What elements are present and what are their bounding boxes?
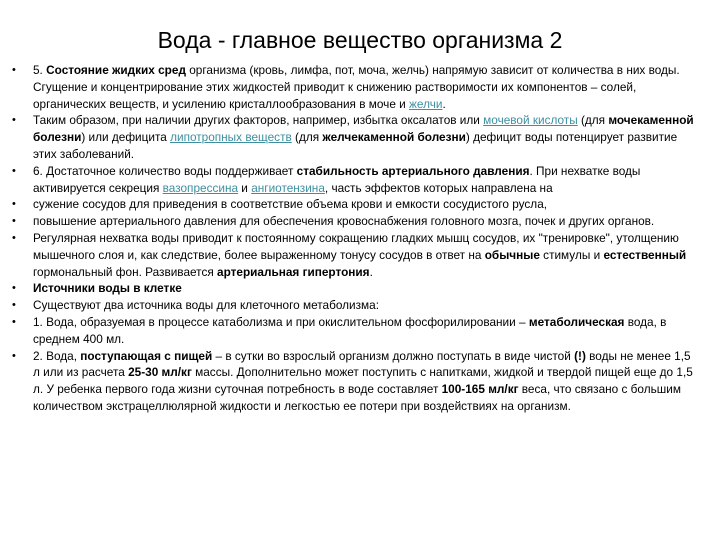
text-run: ) дефицит воды потенцирует развитие этих заболеваний. <box>33 130 678 161</box>
term-link[interactable]: мочевой кислоты <box>483 113 578 128</box>
text-run: и <box>238 180 252 195</box>
bold-term: Состояние жидких сред <box>46 63 186 77</box>
bullet-icon: • <box>12 64 16 76</box>
list-item-text <box>33 297 697 314</box>
list-item <box>0 112 720 162</box>
bold-term: Источники воды в клетке <box>33 281 182 296</box>
text-run: – в сутки во взрослый организм должно поступать в виде чистой <box>212 348 575 363</box>
list-item-text <box>33 230 697 280</box>
text-run: 6. Достаточное количество воды поддерживает <box>33 163 297 178</box>
bullet-icon: • <box>12 198 16 211</box>
list-item-text <box>33 348 697 415</box>
bold-term: артериальная гипертония <box>217 264 370 279</box>
list-item-text <box>33 314 697 348</box>
bold-term: метаболическая <box>528 314 625 329</box>
text-run: , часть эффектов которых направлена на <box>324 180 553 195</box>
text-run: воды не менее 1,5 л или из расчета <box>33 348 691 380</box>
text-run: вода, в среднем 400 мл. <box>33 314 667 346</box>
bullet-icon: • <box>12 349 16 362</box>
bold-term: 100-165 мл/кг <box>441 382 519 397</box>
list-item <box>0 280 720 297</box>
text-run: сужение сосудов для приведения в соответствие объема крови и емкости сосудистого русла, <box>33 197 548 212</box>
term-link[interactable]: ангиотензина <box>251 180 325 195</box>
bold-term: естественный <box>603 247 687 262</box>
bold-term: обычные <box>484 247 540 262</box>
text-run: (для <box>291 130 323 145</box>
text-run: . <box>369 264 373 279</box>
term-link[interactable]: липотропных веществ <box>170 130 292 145</box>
term-link[interactable]: вазопрессина <box>162 180 239 195</box>
text-run: ) или дефицита <box>81 130 171 145</box>
text-run: (для <box>577 113 609 128</box>
text-run: Таким образом, при наличии других факторов, например, избытка оксалатов или <box>33 113 484 128</box>
bold-term: желчекаменной болезни <box>322 130 466 145</box>
page-title: Вода - главное вещество организма 2 <box>157 27 563 53</box>
bold-term: поступающая с пищей <box>80 348 213 363</box>
bullet-icon: • <box>12 114 16 127</box>
bullet-icon: • <box>12 164 16 177</box>
bullet-icon: • <box>12 215 16 228</box>
text-run: 1. Вода, образуемая в процессе катаболизма и при окислительном фосфорилировании – <box>33 314 529 329</box>
bullet-list <box>0 62 720 415</box>
text-run: 5. <box>33 63 47 77</box>
bold-term: стабильность артериального давления <box>296 163 530 178</box>
bullet-icon: • <box>12 282 16 295</box>
text-run: гормональный фон. Развивается <box>33 264 218 279</box>
list-item-text <box>33 163 697 197</box>
list-item <box>0 163 720 197</box>
list-item-text <box>33 213 697 230</box>
text-run: массы. Дополнительно может поступить с напитками, жидкой и твердой пищей еще до 1,5 л. У ребенка первого года жизни суточная потребность в воде составляет <box>33 365 693 397</box>
term-link[interactable]: желчи <box>409 96 443 111</box>
bold-term: мочекаменной болезни <box>33 113 694 145</box>
list-item-text <box>33 62 697 112</box>
list-item <box>0 348 720 415</box>
text-run: . <box>442 96 446 111</box>
list-item-text <box>33 280 697 297</box>
text-run: веса, что связано с большим количеством экстрацеллюлярной жидкости и легкостью ее потери при воздействиях на организм. <box>33 382 681 413</box>
text-run: Регулярная нехватка воды приводит к постоянному сокращению гладких мышц сосудов, их "тренировке", утолщению мышечного слоя и, как следствие, более выраженному тонусу сосудов в ответ на <box>33 230 679 262</box>
list-item <box>0 196 720 213</box>
list-item <box>0 314 720 348</box>
bold-term: 25-30 мл/кг <box>128 365 192 380</box>
list-item <box>0 62 720 112</box>
list-item-text <box>33 112 697 162</box>
text-run: . При нехватке воды активируется секреция <box>33 163 641 195</box>
list-item <box>0 297 720 314</box>
text-run: Существуют два источника воды для клеточного метаболизма: <box>33 298 379 313</box>
text-run: повышение артериального давления для обеспечения кровоснабжения головного мозга, почек и других органов. <box>33 214 655 229</box>
list-item <box>0 230 720 280</box>
text-run: организма (кровь, лимфа, пот, моча, желчь) напрямую зависит от количества в них воды. Сгущение и концентрирование этих жидкостей приводит к снижению растворимости их компонентов – солей, органических веществ, и усилению кристаллообразования в моче и <box>33 63 680 111</box>
bullet-icon: • <box>12 315 16 328</box>
bullet-icon: • <box>12 231 16 244</box>
list-item <box>0 213 720 230</box>
bold-term: (!) <box>574 348 586 363</box>
text-run: стимулы и <box>539 247 604 262</box>
bullet-icon: • <box>12 299 16 312</box>
list-item-text <box>33 196 697 213</box>
text-run: 2. Вода, <box>33 348 81 363</box>
